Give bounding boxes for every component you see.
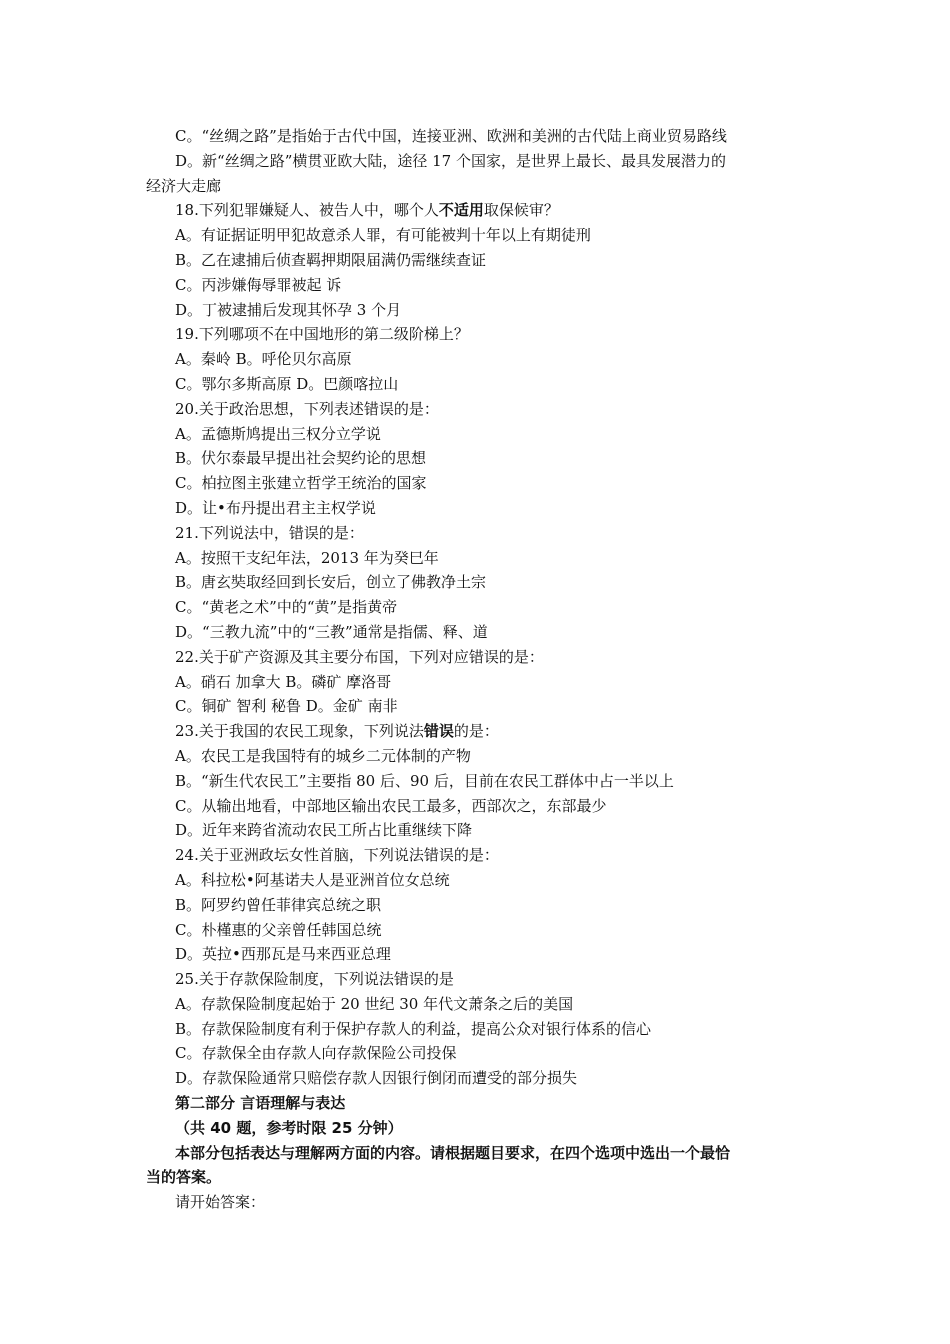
q18-option-b: B。乙在逮捕后侦查羁押期限届满仍需继续查证 xyxy=(175,250,487,269)
q24-option-a: A。科拉松•阿基诺夫人是亚洲首位女总统 xyxy=(175,870,450,889)
q25-stem: 25.关于存款保险制度，下列说法错误的是 xyxy=(175,970,454,989)
q23-option-b: B。“新生代农民工”主要指 80 后、90 后，目前在农民工群体中占一半以上 xyxy=(175,771,674,790)
q24-option-c: C。朴槿惠的父亲曾任韩国总统 xyxy=(175,920,382,939)
q19-stem: 19.下列哪项不在中国地形的第二级阶梯上？ xyxy=(175,325,469,344)
q24-stem: 24.关于亚洲政坛女性首脑，下列说法错误的是： xyxy=(175,846,499,865)
q24-option-d: D。英拉•西那瓦是马来西亚总理 xyxy=(175,945,391,964)
q20-option-d: D。让•布丹提出君主主权学说 xyxy=(175,498,376,517)
q18-stem-end: 取保候审？ xyxy=(483,201,559,220)
q21-option-b: B。唐玄奘取经回到长安后，创立了佛教净土宗 xyxy=(175,573,487,592)
q22-options-cd: C。铜矿 智利 秘鲁 D。金矿 南非 xyxy=(175,697,398,716)
q23-option-a: A。农民工是我国特有的城乡二元体制的产物 xyxy=(175,746,471,765)
q21-option-a: A。按照干支纪年法，2013 年为癸巳年 xyxy=(175,548,439,567)
q19-options-cd: C。鄂尔多斯高原 D。巴颜喀拉山 xyxy=(175,374,399,393)
q18-stem xyxy=(146,198,814,223)
q17-option-c: C。“丝绸之路”是指始于古代中国，连接亚洲、欧洲和美洲的古代陆上商业贸易路线 xyxy=(175,127,727,145)
q25-option-c: C。存款保全由存款人向存款保险公司投保 xyxy=(175,1044,457,1063)
q18-option-c: C。丙涉嫌侮辱罪被起 诉 xyxy=(175,275,342,294)
q20-option-a: A。孟德斯鸠提出三权分立学说 xyxy=(175,424,381,443)
q24-option-b: B。阿罗约曾任菲律宾总统之职 xyxy=(175,895,382,914)
part2-title: 第二部分 言语理解与表达 xyxy=(175,1094,346,1113)
q22-options-ab: A。硝石 加拿大 B。磷矿 摩洛哥 xyxy=(175,672,392,691)
q18-stem-text: 18.下列犯罪嫌疑人、被告人中，哪个人 xyxy=(175,201,439,220)
q20-option-b: B。伏尔泰最早提出社会契约论的思想 xyxy=(175,449,427,468)
q17-option-d-continued: 经济大走廊 xyxy=(146,176,222,195)
q18-stem-emphasis: 不适用 xyxy=(438,201,484,220)
q17-option-d: D。新“丝绸之路”横贯亚欧大陆，途径 17 个国家，是世界上最长、最具发展潜力的 xyxy=(175,151,726,170)
q25-option-d: D。存款保险通常只赔偿存款人因银行倒闭而遭受的部分损失 xyxy=(175,1069,578,1088)
q23-option-d: D。近年来跨省流动农民工所占比重继续下降 xyxy=(175,821,473,840)
part2-instruction: 本部分包括表达与理解两方面的内容。请根据题目要求，在四个选项中选出一个最恰 xyxy=(175,1143,731,1162)
q21-stem: 21.下列说法中，错误的是： xyxy=(175,523,364,542)
q18-option-d: D。丁被逮捕后发现其怀孕 3 个月 xyxy=(175,300,402,319)
q19-options-ab: A。秦岭 B。呼伦贝尔高原 xyxy=(175,350,352,369)
q23-stem xyxy=(146,719,814,744)
q20-stem: 20.关于政治思想，下列表述错误的是： xyxy=(175,399,439,418)
q18-option-a: A。有证据证明甲犯故意杀人罪，有可能被判十年以上有期徒刑 xyxy=(175,226,591,245)
q23-stem-emphasis: 错误 xyxy=(423,722,454,741)
q21-option-d: D。“三教九流”中的“三教”通常是指儒、释、道 xyxy=(175,622,488,641)
part2-instruction-continued: 当的答案。 xyxy=(146,1168,222,1187)
q20-option-c: C。柏拉图主张建立哲学王统治的国家 xyxy=(175,474,427,493)
q25-option-b: B。存款保险制度有利于保护存款人的利益，提高公众对银行体系的信心 xyxy=(175,1019,652,1038)
q23-option-c: C。从输出地看，中部地区输出农民工最多，西部次之，东部最少 xyxy=(175,796,607,815)
q22-stem: 22.关于矿产资源及其主要分布国，下列对应错误的是： xyxy=(175,647,544,666)
q23-stem-end: 的是： xyxy=(453,722,499,741)
q25-option-a: A。存款保险制度起始于 20 世纪 30 年代文萧条之后的美国 xyxy=(175,994,574,1013)
q21-option-c: C。“黄老之术”中的“黄”是指黄帝 xyxy=(175,598,398,617)
document-content xyxy=(146,124,814,1215)
part2-subtitle: （共 40 题，参考时限 25 分钟） xyxy=(175,1118,403,1137)
q23-stem-text: 23.关于我国的农民工现象，下列说法 xyxy=(175,722,424,741)
part2-start-prompt: 请开始答案： xyxy=(175,1193,266,1212)
